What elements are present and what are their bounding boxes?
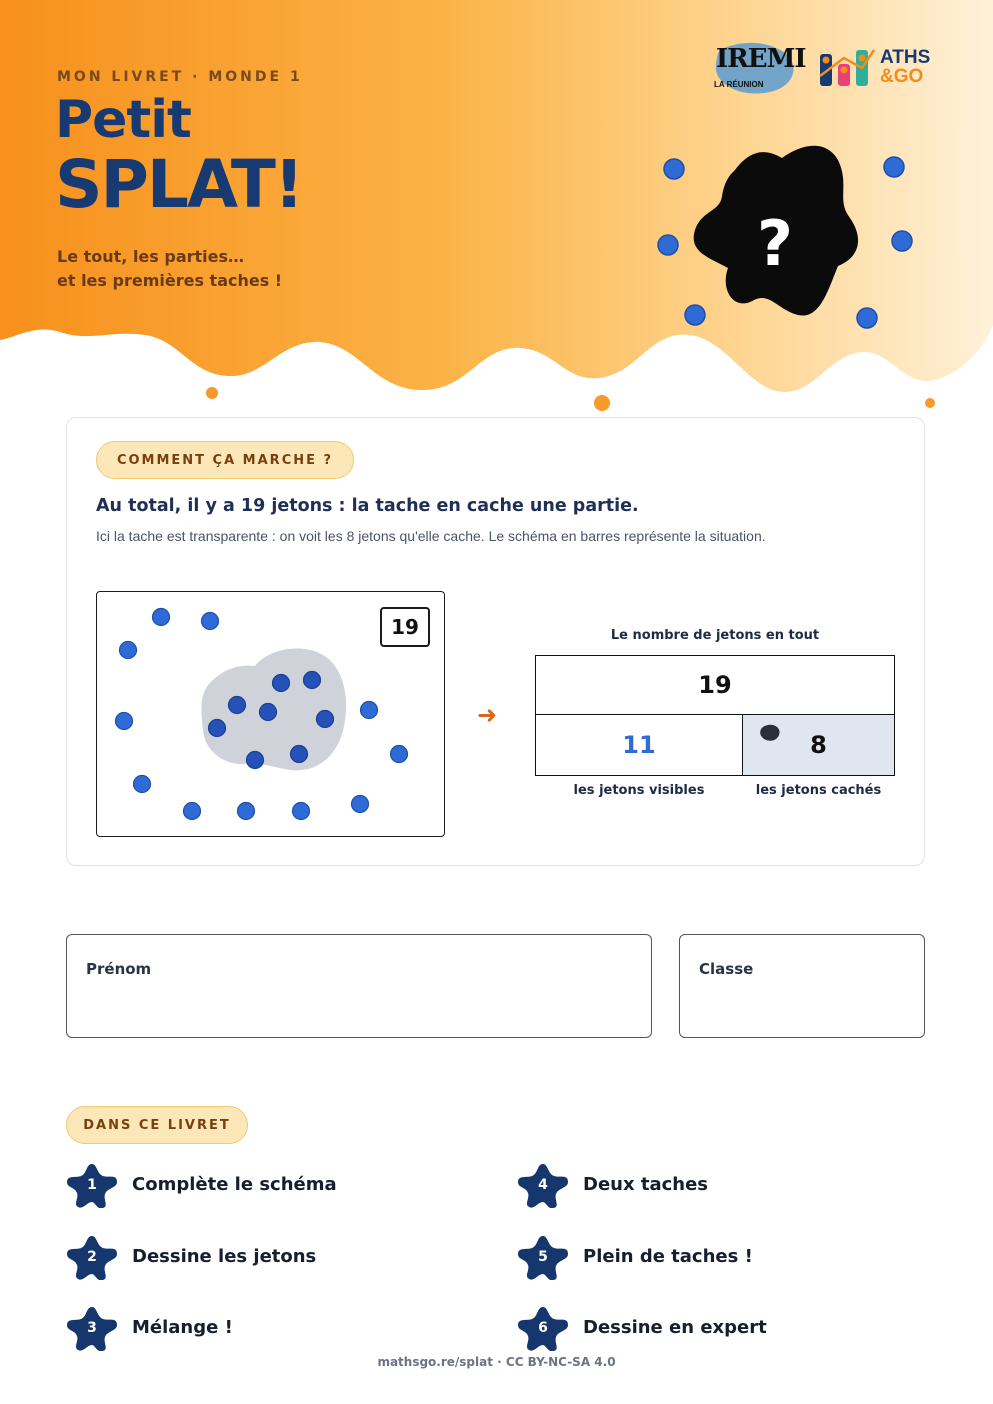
toc-item-4[interactable] — [518, 1162, 878, 1208]
bar-model-hidden — [742, 714, 895, 776]
hidden-token — [317, 711, 334, 728]
toc-number: 3 — [87, 1320, 97, 1336]
subtitle-line2: et les premières taches ! — [57, 271, 283, 290]
label-hidden-tokens: les jetons cachés — [755, 783, 882, 798]
visible-token — [134, 776, 151, 793]
toc-number: 2 — [87, 1249, 97, 1265]
hero-token — [857, 308, 877, 328]
subtitle-line1: Le tout, les parties… — [57, 247, 245, 266]
bar-model-hidden-value: 8 — [810, 731, 827, 759]
visible-token — [184, 803, 201, 820]
toc-label: Mélange ! — [132, 1317, 233, 1338]
toc-label: Deux taches — [583, 1174, 708, 1195]
explanation-heading: Au total, il y a 19 jetons : la tache en cache une partie. — [96, 496, 639, 516]
explanation-card — [66, 417, 925, 866]
hidden-token — [291, 746, 308, 763]
page-subtitle — [57, 245, 282, 293]
hero-splat-illustration — [650, 140, 930, 340]
toc-number: 5 — [538, 1249, 548, 1265]
footer-credit: mathsgo.re/splat · CC BY-NC-SA 4.0 — [377, 1355, 616, 1369]
visible-token — [293, 803, 310, 820]
mathsgo-logo — [818, 46, 948, 90]
class-field-label: Classe — [699, 960, 754, 978]
hidden-token — [247, 752, 264, 769]
hidden-token — [260, 704, 277, 721]
visible-token — [361, 702, 378, 719]
partner-logos — [710, 38, 950, 98]
toc-number: 1 — [87, 1177, 97, 1193]
iremi-logo-subtext: LA RÉUNION — [714, 80, 764, 89]
mathsgo-logo-text — [880, 48, 930, 86]
name-field-label: Prénom — [86, 960, 152, 978]
visible-token — [352, 796, 369, 813]
iremi-logo — [710, 38, 806, 96]
page-title-line2: SPLAT! — [55, 146, 303, 223]
toc-label: Plein de taches ! — [583, 1246, 753, 1267]
visible-token — [116, 713, 133, 730]
hero-token — [658, 235, 678, 255]
hero-token — [664, 159, 684, 179]
visible-token — [120, 642, 137, 659]
explanation-text: Ici la tache est transparente : on voit les 8 jetons qu'elle cache. Le schéma en barres représente la situation. — [96, 528, 766, 544]
toc-item-5[interactable] — [518, 1234, 878, 1280]
hidden-token — [229, 697, 246, 714]
toc-item-6[interactable] — [518, 1305, 878, 1351]
visible-token — [238, 803, 255, 820]
tokens-illustration — [96, 591, 445, 837]
bar-model-title: Le nombre de jetons en tout — [610, 628, 820, 643]
booklet-kicker: MON LIVRET · MONDE 1 — [57, 69, 303, 85]
hero-token — [685, 305, 705, 325]
hero-token — [884, 157, 904, 177]
page-title-line1: Petit — [55, 90, 191, 150]
mathsgo-logo-line1: ATHS — [880, 47, 931, 68]
bar-model-visible: 11 — [535, 714, 743, 776]
toc-item-1[interactable] — [67, 1162, 427, 1208]
question-mark: ? — [757, 207, 793, 280]
total-count-badge: 19 — [380, 607, 430, 647]
visible-token — [202, 613, 219, 630]
toc-number: 6 — [538, 1320, 548, 1336]
how-it-works-badge: COMMENT ÇA MARCHE ? — [96, 441, 354, 479]
toc-number: 4 — [538, 1177, 548, 1193]
splat-icon — [759, 724, 781, 742]
hidden-token — [273, 675, 290, 692]
hidden-token — [304, 672, 321, 689]
hidden-token — [209, 720, 226, 737]
toc-item-2[interactable] — [67, 1234, 427, 1280]
mathsgo-logo-line2: &GO — [880, 66, 924, 87]
toc-label: Dessine en expert — [583, 1317, 767, 1338]
visible-token — [153, 609, 170, 626]
class-field[interactable] — [679, 934, 925, 1038]
label-visible-tokens: les jetons visibles — [573, 783, 705, 798]
name-field[interactable] — [66, 934, 652, 1038]
visible-token — [391, 746, 408, 763]
iremi-logo-text: IREMI — [716, 44, 806, 74]
hero-token — [892, 231, 912, 251]
toc-label: Dessine les jetons — [132, 1246, 317, 1267]
toc-item-3[interactable] — [67, 1305, 427, 1351]
arrow-icon: ➜ — [477, 701, 498, 729]
toc-label: Complète le schéma — [132, 1174, 337, 1195]
contents-badge: DANS CE LIVRET — [66, 1106, 248, 1144]
bar-model-total: 19 — [535, 655, 895, 715]
